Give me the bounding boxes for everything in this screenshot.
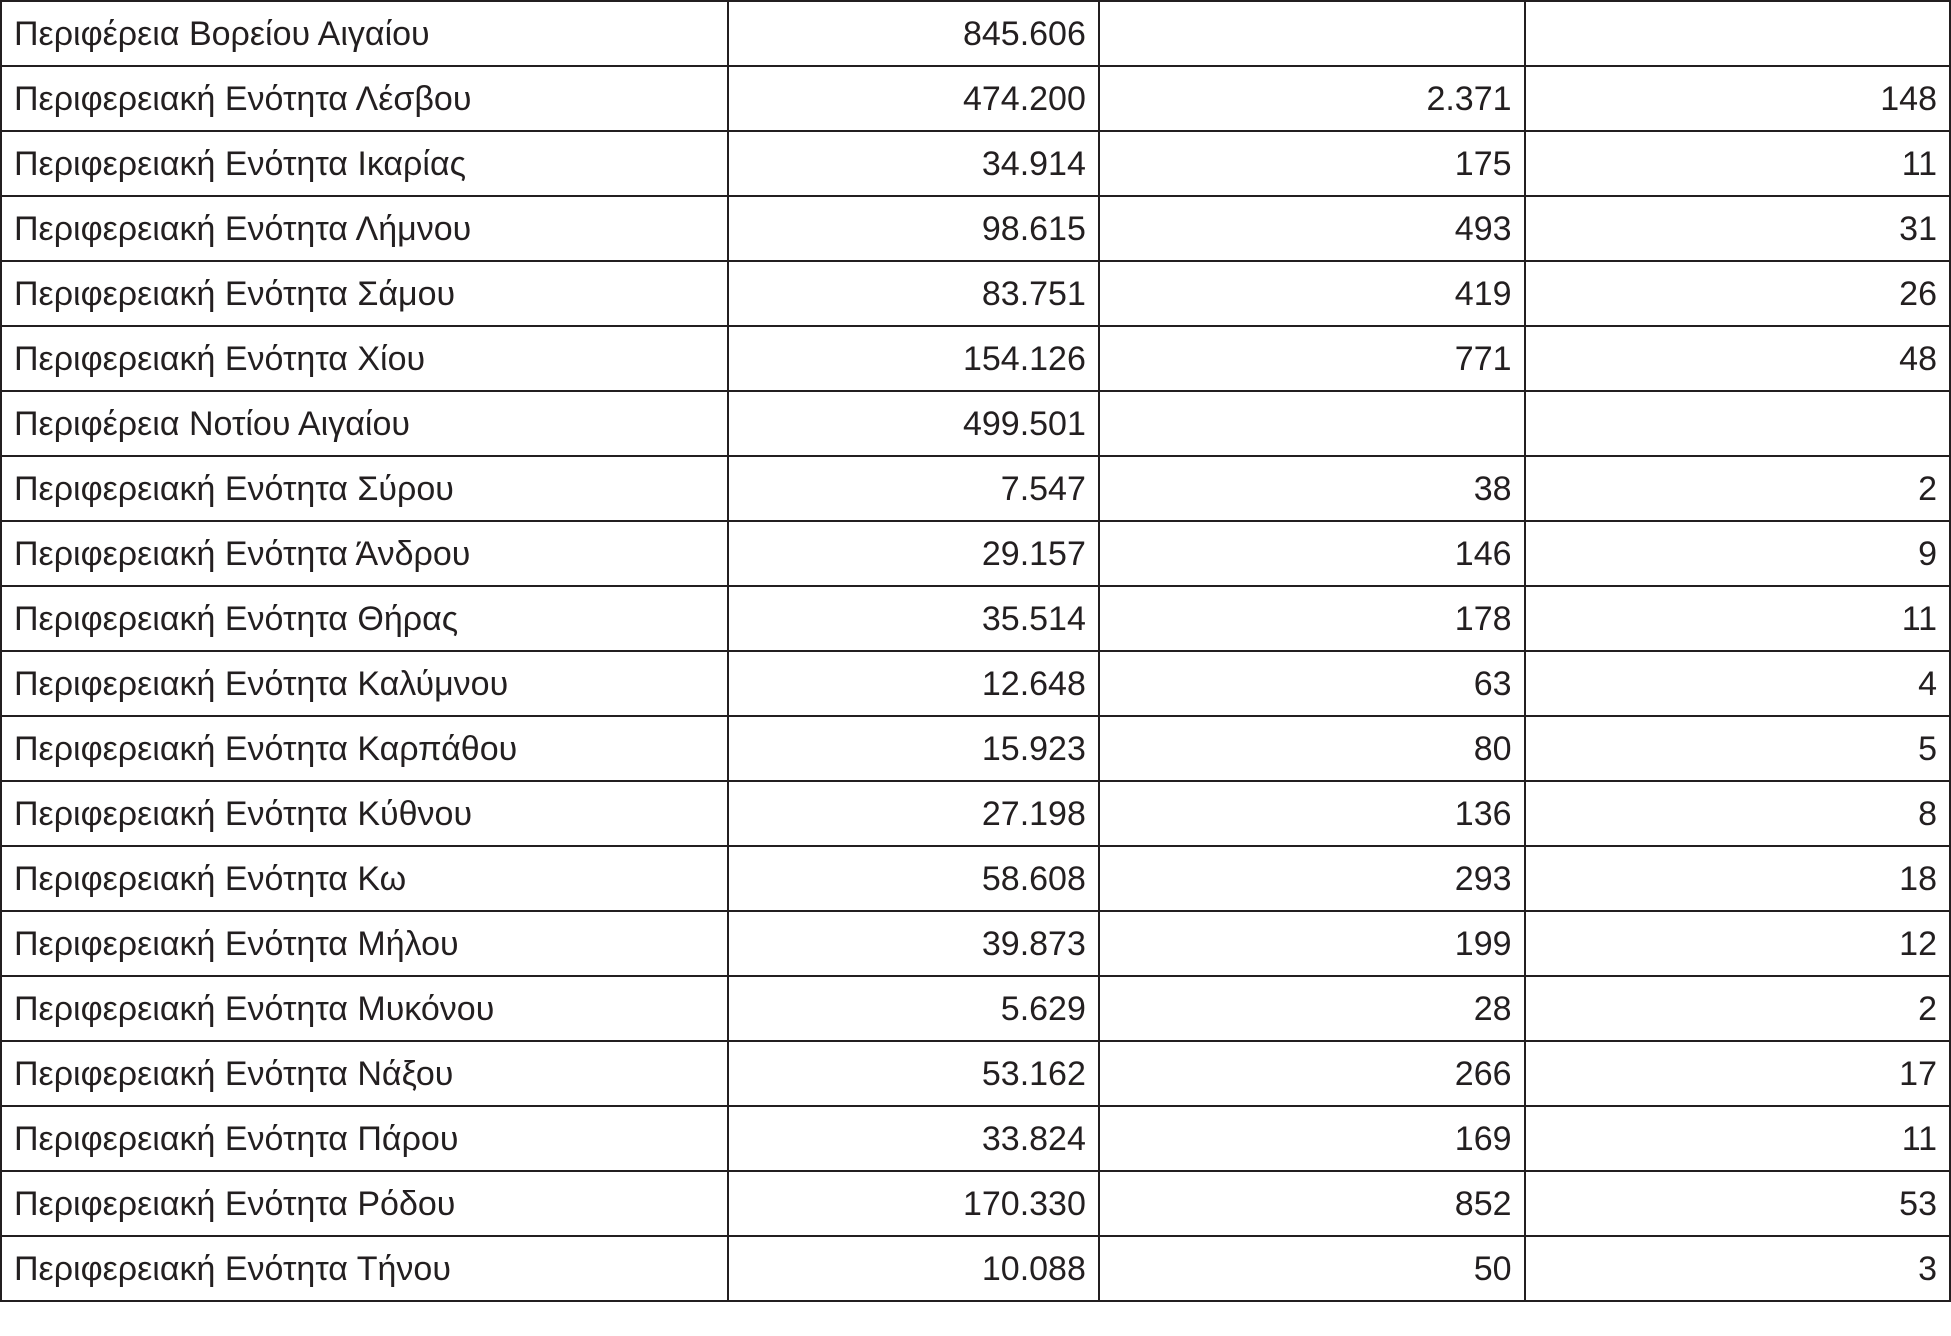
region-name-cell: Περιφερειακή Ενότητα Σάμου [1,261,728,326]
region-name-cell: Περιφερειακή Ενότητα Μυκόνου [1,976,728,1041]
region-name-cell: Περιφερειακή Ενότητα Καρπάθου [1,716,728,781]
value-c-cell: 48 [1525,326,1950,391]
table-row [1,651,1950,716]
value-c-cell: 2 [1525,456,1950,521]
value-b-cell [1099,391,1525,456]
value-c-cell: 4 [1525,651,1950,716]
table-row [1,326,1950,391]
value-c-cell: 11 [1525,1106,1950,1171]
value-b-cell: 771 [1099,326,1525,391]
table-row [1,911,1950,976]
region-name-cell: Περιφερειακή Ενότητα Πάρου [1,1106,728,1171]
value-c-cell: 9 [1525,521,1950,586]
value-a-cell: 474.200 [728,66,1099,131]
table-row [1,391,1950,456]
value-c-cell: 18 [1525,846,1950,911]
table-row [1,66,1950,131]
table-row [1,1041,1950,1106]
table-row [1,1106,1950,1171]
value-c-cell: 8 [1525,781,1950,846]
region-name-cell: Περιφερειακή Ενότητα Λέσβου [1,66,728,131]
value-c-cell [1525,391,1950,456]
value-c-cell: 26 [1525,261,1950,326]
value-c-cell: 31 [1525,196,1950,261]
value-a-cell: 845.606 [728,1,1099,66]
value-a-cell: 154.126 [728,326,1099,391]
value-c-cell: 17 [1525,1041,1950,1106]
value-c-cell: 11 [1525,586,1950,651]
table-row [1,196,1950,261]
table-row [1,521,1950,586]
value-c-cell: 5 [1525,716,1950,781]
value-a-cell: 170.330 [728,1171,1099,1236]
value-b-cell: 50 [1099,1236,1525,1301]
value-b-cell: 38 [1099,456,1525,521]
table-row [1,586,1950,651]
value-c-cell: 53 [1525,1171,1950,1236]
value-c-cell: 3 [1525,1236,1950,1301]
table-body [1,1,1950,1301]
value-a-cell: 12.648 [728,651,1099,716]
value-b-cell: 419 [1099,261,1525,326]
region-name-cell: Περιφερειακή Ενότητα Χίου [1,326,728,391]
value-b-cell: 2.371 [1099,66,1525,131]
value-c-cell: 11 [1525,131,1950,196]
region-name-cell: Περιφέρεια Βορείου Αιγαίου [1,1,728,66]
value-a-cell: 29.157 [728,521,1099,586]
value-c-cell: 2 [1525,976,1950,1041]
table-row [1,1171,1950,1236]
value-b-cell: 28 [1099,976,1525,1041]
table-row [1,1236,1950,1301]
value-b-cell: 136 [1099,781,1525,846]
value-b-cell: 266 [1099,1041,1525,1106]
table-row [1,1,1950,66]
region-name-cell: Περιφερειακή Ενότητα Θήρας [1,586,728,651]
value-a-cell: 98.615 [728,196,1099,261]
region-name-cell: Περιφέρεια Νοτίου Αιγαίου [1,391,728,456]
value-a-cell: 33.824 [728,1106,1099,1171]
table-row [1,976,1950,1041]
value-b-cell [1099,1,1525,66]
value-b-cell: 852 [1099,1171,1525,1236]
value-a-cell: 10.088 [728,1236,1099,1301]
region-name-cell: Περιφερειακή Ενότητα Μήλου [1,911,728,976]
value-c-cell: 12 [1525,911,1950,976]
value-a-cell: 15.923 [728,716,1099,781]
table-row [1,131,1950,196]
value-b-cell: 199 [1099,911,1525,976]
value-a-cell: 27.198 [728,781,1099,846]
value-a-cell: 35.514 [728,586,1099,651]
value-b-cell: 175 [1099,131,1525,196]
value-a-cell: 83.751 [728,261,1099,326]
value-c-cell [1525,1,1950,66]
value-a-cell: 53.162 [728,1041,1099,1106]
value-a-cell: 39.873 [728,911,1099,976]
value-a-cell: 5.629 [728,976,1099,1041]
value-b-cell: 63 [1099,651,1525,716]
value-b-cell: 293 [1099,846,1525,911]
region-name-cell: Περιφερειακή Ενότητα Κω [1,846,728,911]
value-b-cell: 178 [1099,586,1525,651]
value-a-cell: 499.501 [728,391,1099,456]
value-b-cell: 80 [1099,716,1525,781]
region-name-cell: Περιφερειακή Ενότητα Ικαρίας [1,131,728,196]
value-b-cell: 146 [1099,521,1525,586]
value-b-cell: 169 [1099,1106,1525,1171]
region-name-cell: Περιφερειακή Ενότητα Λήμνου [1,196,728,261]
table-row [1,846,1950,911]
region-name-cell: Περιφερειακή Ενότητα Κύθνου [1,781,728,846]
value-a-cell: 58.608 [728,846,1099,911]
region-name-cell: Περιφερειακή Ενότητα Ρόδου [1,1171,728,1236]
region-name-cell: Περιφερειακή Ενότητα Άνδρου [1,521,728,586]
table-row [1,261,1950,326]
region-name-cell: Περιφερειακή Ενότητα Νάξου [1,1041,728,1106]
table-row [1,781,1950,846]
region-name-cell: Περιφερειακή Ενότητα Τήνου [1,1236,728,1301]
table-row [1,716,1950,781]
table-row [1,456,1950,521]
region-name-cell: Περιφερειακή Ενότητα Καλύμνου [1,651,728,716]
region-name-cell: Περιφερειακή Ενότητα Σύρου [1,456,728,521]
value-b-cell: 493 [1099,196,1525,261]
value-a-cell: 34.914 [728,131,1099,196]
value-c-cell: 148 [1525,66,1950,131]
value-a-cell: 7.547 [728,456,1099,521]
